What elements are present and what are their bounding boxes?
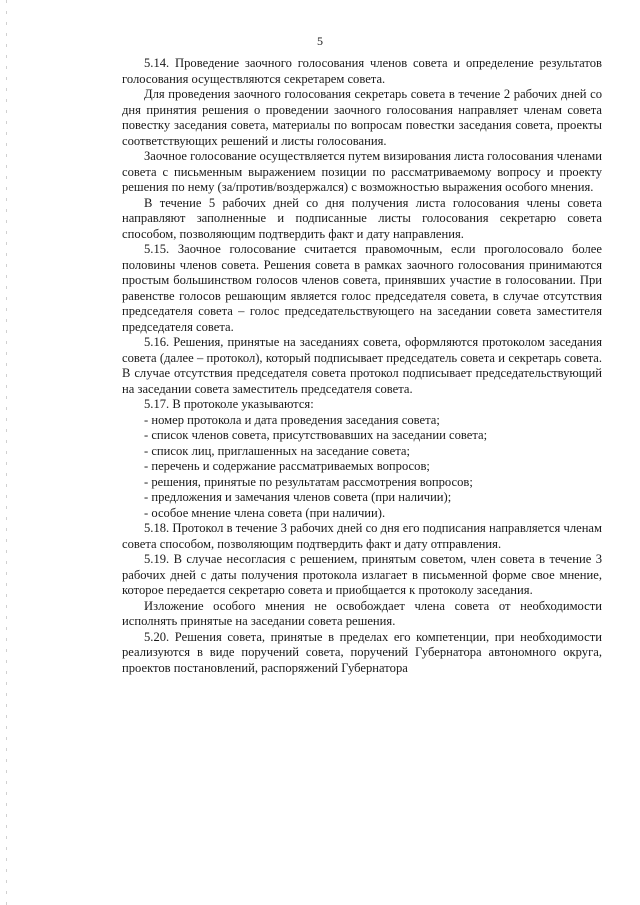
paragraph-5-17: 5.17. В протоколе указываются:	[144, 397, 314, 411]
list-item: - список членов совета, присутствовавших на заседании совета;	[144, 428, 488, 442]
list-item: - список лиц, приглашенных на заседание совета;	[144, 443, 410, 458]
paragraph-5-14: 5.14. Проведение заочного голосования членов совета и определение результатов голосования осуществляются секретарем совета.	[122, 56, 602, 86]
protocol-contents-list	[122, 413, 602, 522]
list-item: - решения, принятые по результатам рассмотрения вопросов;	[144, 474, 473, 489]
page-number: 5	[317, 34, 323, 48]
paragraph-5-19: 5.19. В случае несогласия с решением, принятым советом, член совета в течение 3 рабочих дней с даты получения протокола излагает в письменной форме свое мнение, которое передается секретарю совета и приобщается к протоколу заседания.	[122, 552, 602, 597]
paragraph-5-18: 5.18. Протокол в течение 3 рабочих дней со дня его подписания направляется членам совета способом, позволяющим подтвердить факт и дату отправления.	[122, 521, 602, 551]
document-body	[122, 56, 602, 676]
list-item: - особое мнение члена совета (при наличии).	[144, 505, 386, 520]
list-item: - предложения и замечания членов совета (при наличии);	[144, 490, 452, 504]
paragraph-5-15: 5.15. Заочное голосование считается правомочным, если проголосовало более половины членов совета. Решения совета в рамках заочного голосования принимаются простым большинством голосов членов совета, принявших участие в голосовании. При равенстве голосов решающим является голос председателя совета, в случае отсутствия председателя совета – голос председательствующего на заседании совета заместителя председателя совета.	[122, 242, 602, 334]
paragraph-5-20: 5.20. Решения совета, принятые в пределах его компетенции, при необходимости реализуются в виде поручений совета, поручений Губернатора автономного округа, проектов постановлений, распоряжений Губернатора	[122, 629, 602, 675]
paragraph-dissent-note: Изложение особого мнения не освобождает члена совета от необходимости исполнять принятые на заседании совета решения.	[122, 598, 602, 628]
paragraph-5-16: 5.16. Решения, принятые на заседаниях совета, оформляются протоколом заседания совета (далее – протокол), который подписывает председатель совета и секретарь совета. В случае отсутствия председателя совета протокол подписывает председательствующий на заседании совета заместитель председателя совета.	[122, 335, 602, 396]
list-item: - перечень и содержание рассматриваемых вопросов;	[144, 459, 430, 473]
paragraph-voting-procedure: Для проведения заочного голосования секретарь совета в течение 2 рабочих дней со дня принятия решения о проведении заочного голосования направляет членам совета повестку заседания совета, материалы по вопросам повестки заседания совета, проекты соответствующих решений и листы голосования.	[122, 87, 602, 148]
paragraph-voting-deadline: В течение 5 рабочих дней со дня получения листа голосования члены совета направляют заполненные и подписанные листы голосования секретарю совета способом, позволяющим подтвердить факт и дату направления.	[122, 195, 602, 241]
scan-edge-mark	[6, 0, 7, 905]
paragraph-voting-method: Заочное голосование осуществляется путем визирования листа голосования членами совета с письменным выражением позиции по рассматриваемому вопросу и проекту решения по нему (за/против/воздержался) с возможностью выражения особого мнения.	[122, 149, 602, 194]
list-item: - номер протокола и дата проведения заседания совета;	[144, 412, 440, 427]
